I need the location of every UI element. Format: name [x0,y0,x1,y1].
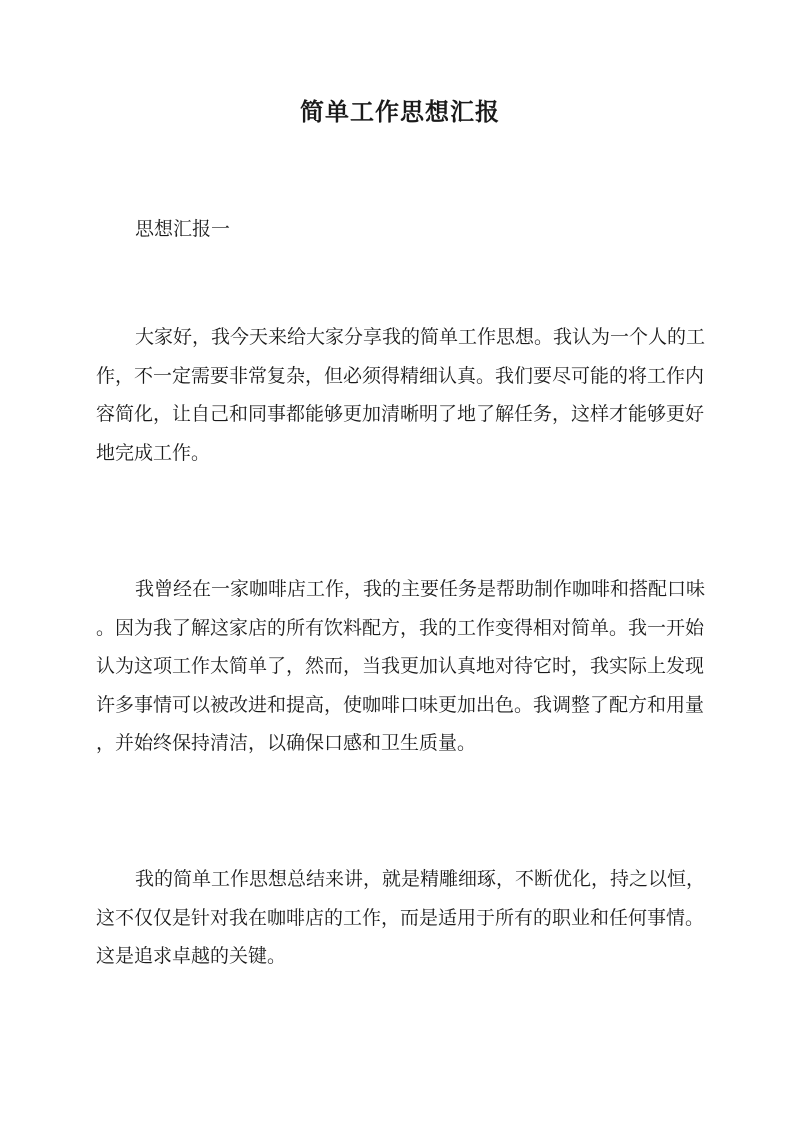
paragraph-line: 。因为我了解这家店的所有饮料配方，我的工作变得相对简单。我一开始 [96,616,705,639]
paragraph-line: 许多事情可以被改进和提高，使咖啡口味更加出色。我调整了配方和用量 [96,693,705,716]
paragraph-line: 我曾经在一家咖啡店工作，我的主要任务是帮助制作咖啡和搭配口味 [135,578,706,600]
paragraph-line: 地完成工作。 [96,441,211,464]
paragraph-2 [96,570,706,763]
paragraph-line: 这是追求卓越的关键。 [96,945,287,967]
paragraph-line: 认为这项工作太简单了，然而，当我更加认真地对待它时，我实际上发现 [96,655,705,677]
paragraph-line: ，并始终保持清洁，以确保口感和卫生质量。 [96,732,477,754]
paragraph-line: 容简化，让自己和同事都能够更加清晰明了地了解任务，这样才能够更好 [96,403,705,425]
paragraph-3 [96,860,706,976]
paragraph-line: 我的简单工作思想总结来讲，就是精雕细琢，不断优化，持之以恒， [135,868,706,890]
paragraph-line: 大家好，我今天来给大家分享我的简单工作思想。我认为一个人的工 [135,326,706,348]
section-heading: 思想汇报一 [135,218,231,240]
document-title: 简单工作思想汇报 [300,97,500,126]
paragraph-line: 这不仅仅是针对我在咖啡店的工作，而是适用于所有的职业和任何事情。 [96,906,705,929]
paragraph-line: 作，不一定需要非常复杂，但必须得精细认真。我们要尽可能的将工作内 [96,364,705,387]
paragraph-1 [96,318,706,472]
